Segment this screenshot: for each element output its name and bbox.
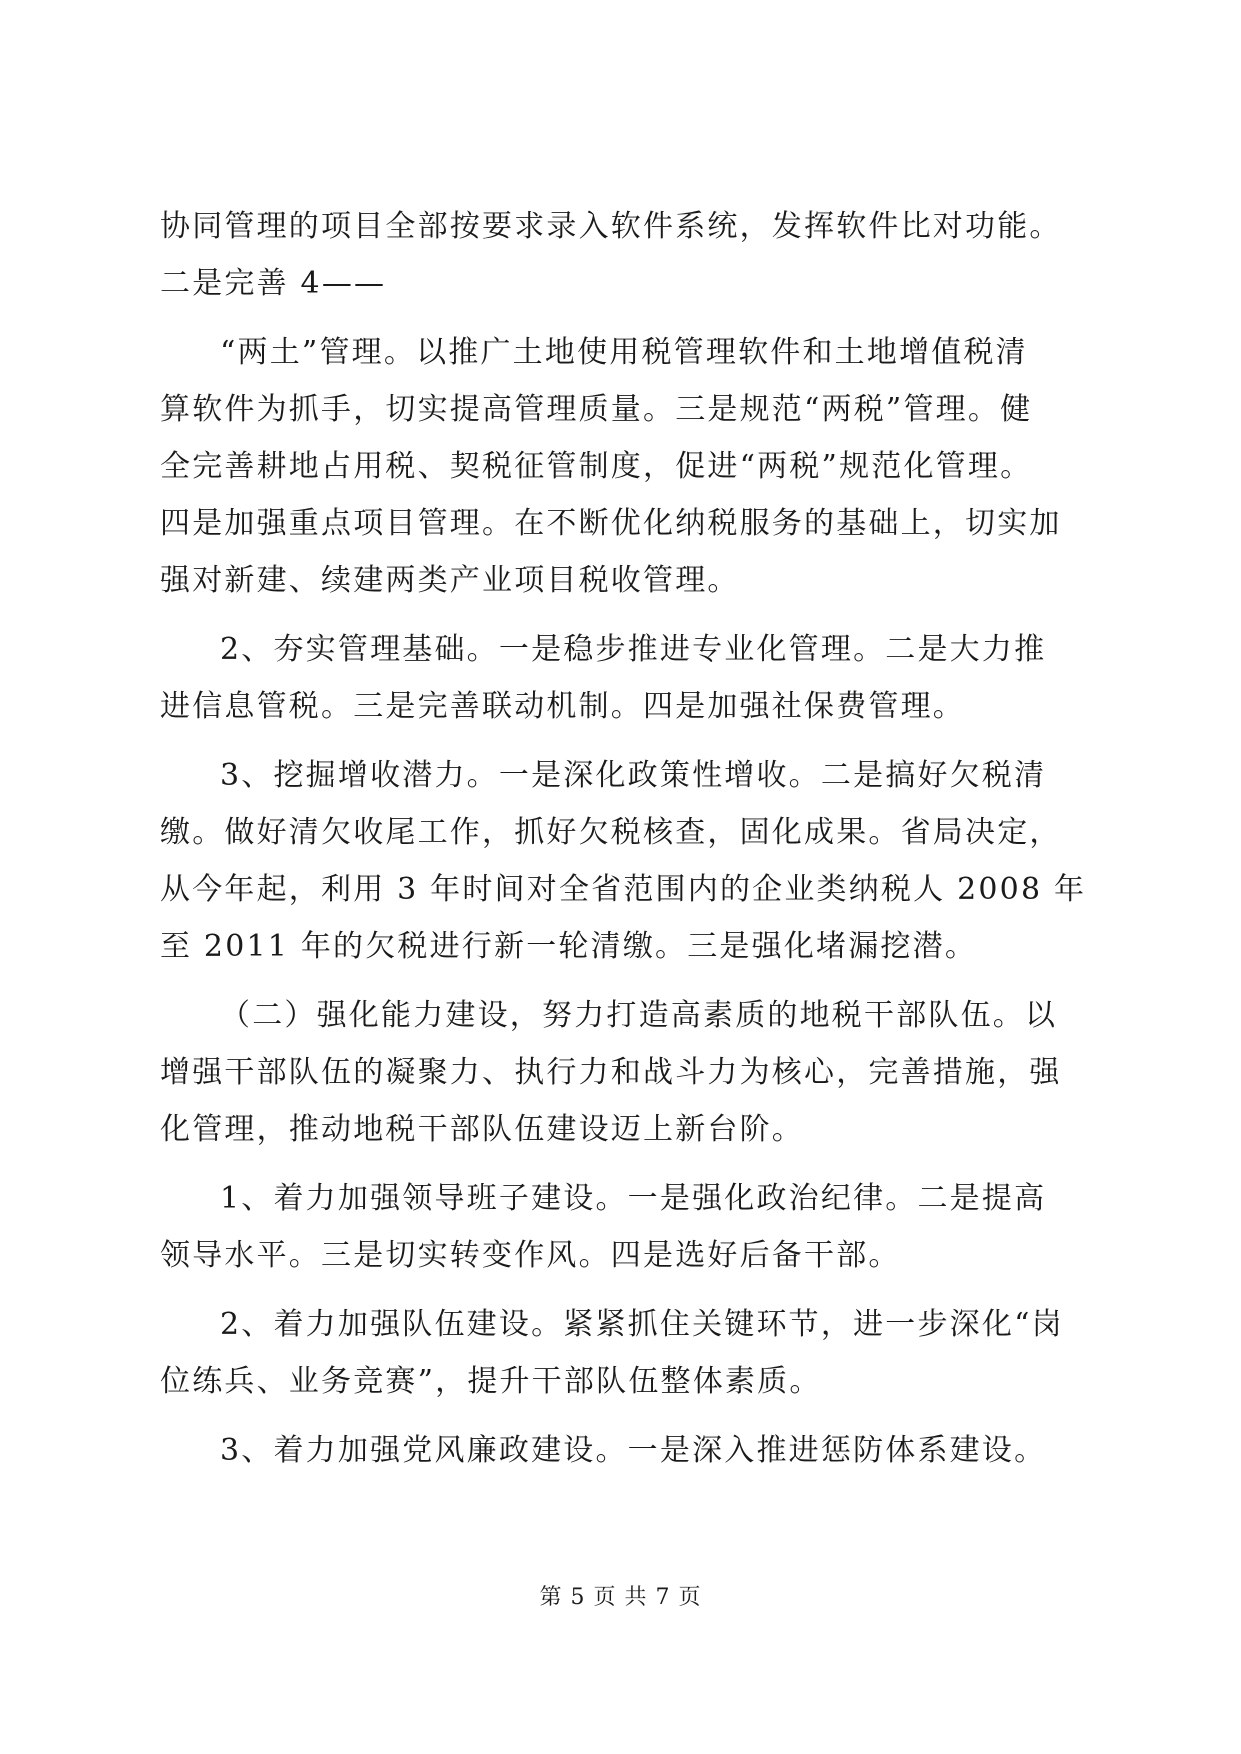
document-body: [160, 198, 1087, 1479]
text-line: 3、挖掘增收潜力。一是深化政策性增收。二是搞好欠税清: [220, 758, 1047, 793]
text-line: 强对新建、续建两类产业项目税收管理。: [160, 563, 740, 598]
text-line: 全完善耕地占用税、契税征管制度，促进“两税”规范化管理。: [160, 449, 1033, 484]
text-line: 领导水平。三是切实转变作风。四是选好后备干部。: [160, 1238, 901, 1273]
text-line: 1、着力加强领导班子建设。一是强化政治纪律。二是提高: [220, 1181, 1047, 1216]
text-line: 进信息管税。三是完善联动机制。四是加强社保费管理。: [160, 689, 965, 724]
text-line: （二）强化能力建设，努力打造高素质的地税干部队伍。以: [220, 998, 1058, 1033]
text-line: 缴。做好清欠收尾工作，抓好欠税核查，固化成果。省局决定，: [160, 815, 1062, 850]
text-line: 至 2011 年的欠税进行新一轮清缴。三是强化堵漏挖潜。: [160, 929, 978, 964]
text-line: 3、着力加强党风廉政建设。一是深入推进惩防体系建设。: [220, 1433, 1047, 1468]
text-line: 2、夯实管理基础。一是稳步推进专业化管理。二是大力推: [220, 632, 1047, 667]
text-line: 化管理，推动地税干部队伍建设迈上新台阶。: [160, 1112, 804, 1147]
text-line: 2、着力加强队伍建设。紧紧抓住关键环节，进一步深化“岗: [220, 1307, 1064, 1342]
text-line: 位练兵、业务竞赛”，提升干部队伍整体素质。: [160, 1364, 822, 1399]
text-line: “两土”管理。以推广土地使用税管理软件和土地增值税清: [220, 335, 1028, 370]
text-line: 算软件为抓手，切实提高管理质量。三是规范“两税”管理。健: [160, 392, 1033, 427]
text-line: 二是完善 4——: [160, 266, 387, 301]
text-line: 四是加强重点项目管理。在不断优化纳税服务的基础上，切实加: [160, 506, 1062, 541]
page-number-footer: 第 5 页 共 7 页: [539, 1585, 702, 1610]
text-line: 增强干部队伍的凝聚力、执行力和战斗力为核心，完善措施，强: [160, 1055, 1062, 1090]
text-line: 从今年起，利用 3 年时间对全省范围内的企业类纳税人 2008 年: [160, 872, 1087, 907]
text-line: 协同管理的项目全部按要求录入软件系统，发挥软件比对功能。: [160, 209, 1062, 244]
